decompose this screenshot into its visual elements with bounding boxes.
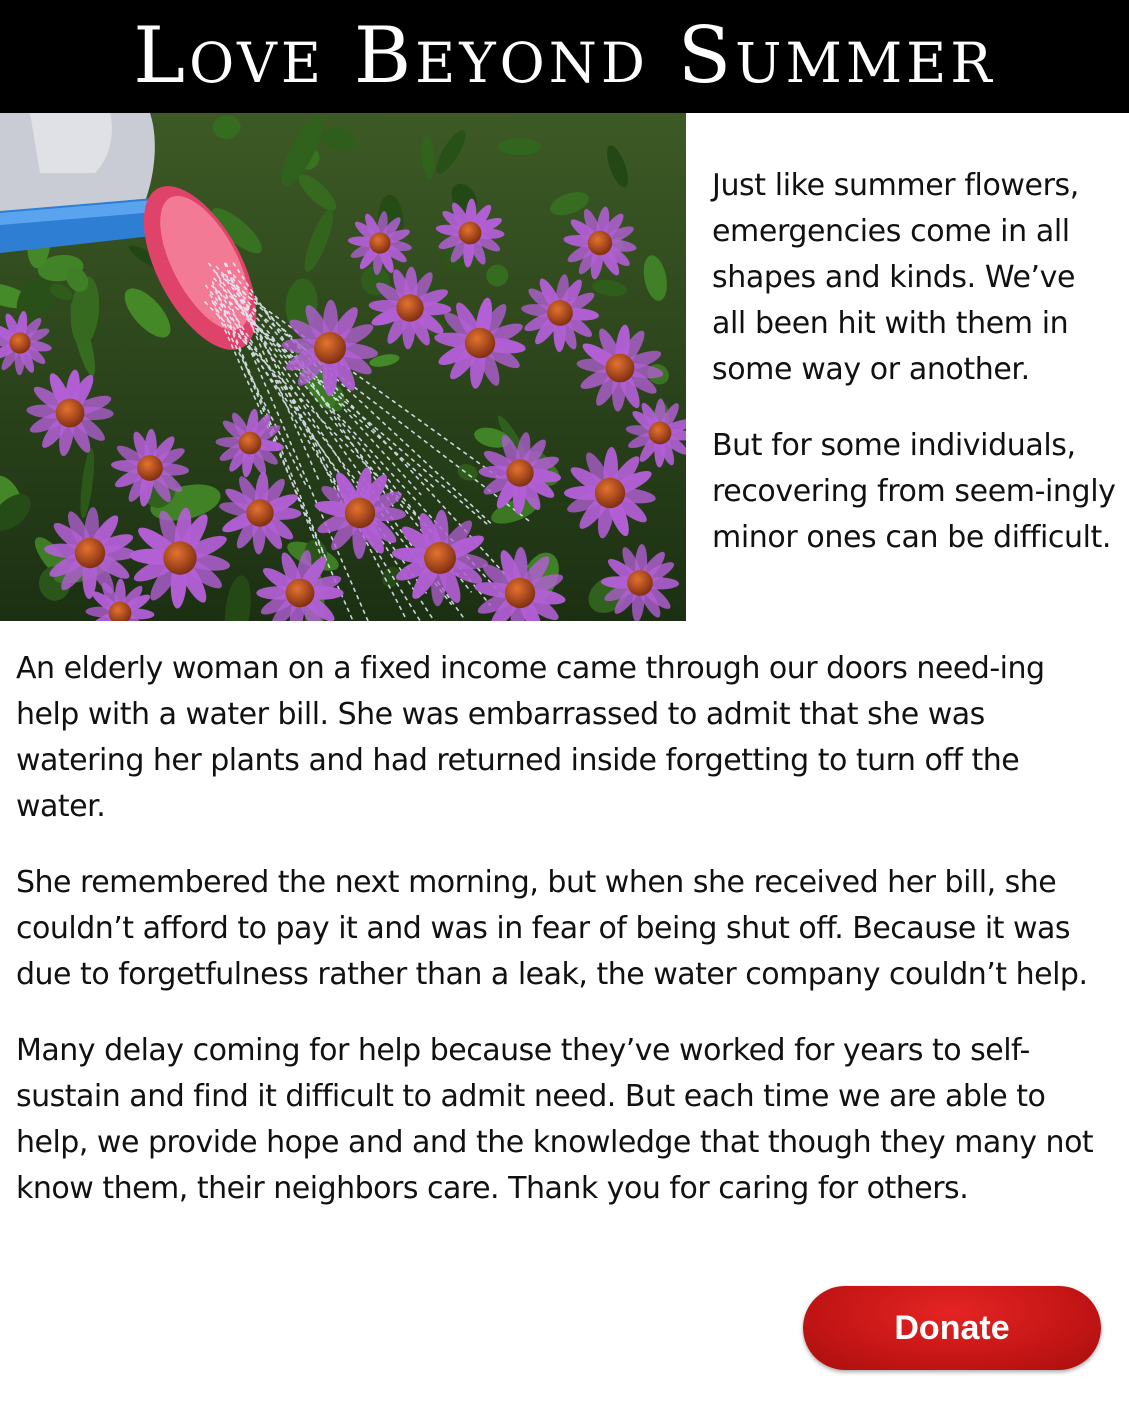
story-text (16, 646, 1116, 1242)
intro-text (712, 163, 1117, 591)
donate-button[interactable]: Donate (803, 1286, 1101, 1370)
intro-paragraph: But for some individuals, recovering from seem-ingly minor ones can be difficult. (712, 428, 1116, 555)
story-paragraph: She remembered the next morning, but when she received her bill, she couldn’t afford to pay it and was in fear of being shut off. Because it was due to forgetfulness rather than a leak, the water company couldn’t help. (16, 865, 1088, 992)
page-title-banner (0, 0, 1129, 113)
story-paragraph: Many delay coming for help because they’ve worked for years to self-sustain and find it difficult to admit need. But each time we are able to help, we provide hope and and the knowledge that though they many not know them, their neighbors care. Thank you for caring for others. (16, 1033, 1094, 1206)
story-paragraph: An elderly woman on a fixed income came through our doors need-ing help with a water bill. She was embarrassed to admit that she was watering her plants and had returned inside forgetting to turn off the water. (16, 651, 1045, 824)
page-title: Love Beyond Summer (133, 11, 996, 101)
intro-paragraph: Just like summer flowers, emergencies come in all shapes and kinds. We’ve all been hit with them in some way or another. (712, 168, 1079, 387)
watering-flowers-photo (0, 113, 686, 621)
